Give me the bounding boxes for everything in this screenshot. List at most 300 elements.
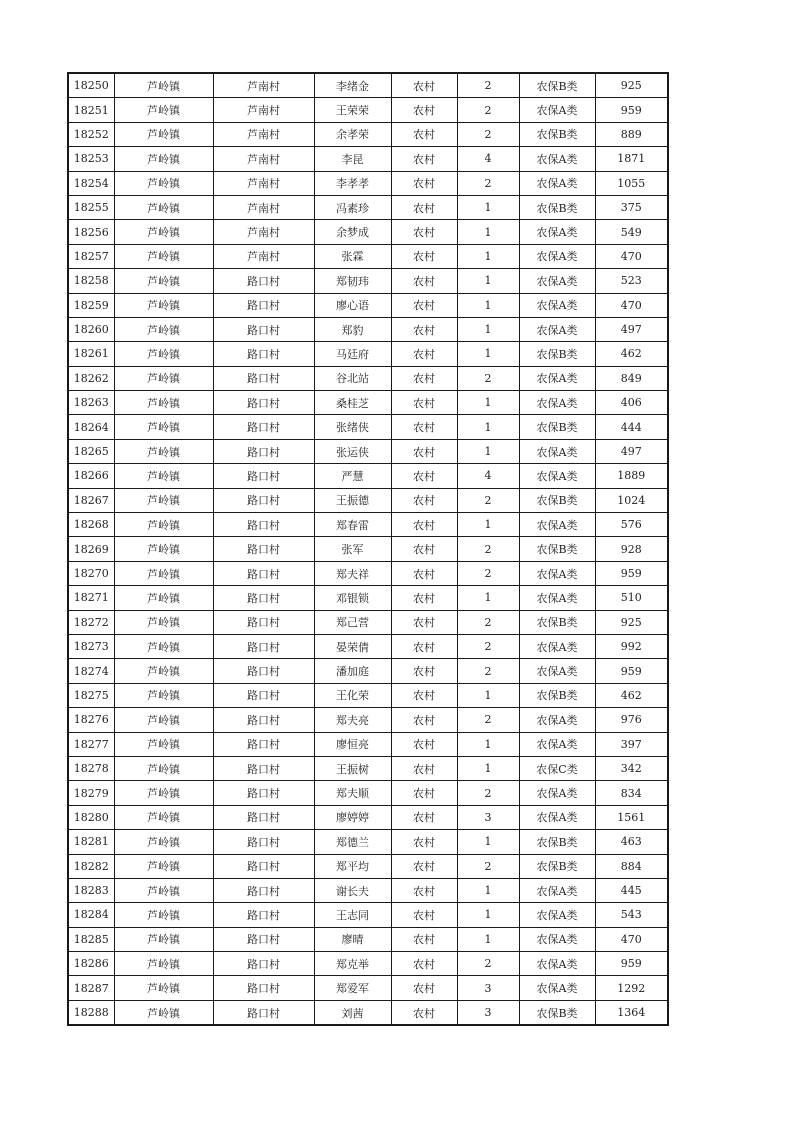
- insurance-class-cell: 农保A类: [519, 391, 595, 415]
- town-cell: 芦岭镇: [114, 903, 213, 927]
- household-size-cell: 4: [457, 464, 519, 488]
- town-cell: 芦岭镇: [114, 683, 213, 707]
- amount-cell: 1024: [595, 488, 668, 512]
- household-size-cell: 2: [457, 171, 519, 195]
- amount-cell: 375: [595, 195, 668, 219]
- insurance-class-cell: 农保B类: [519, 610, 595, 634]
- village-cell: 路口村: [213, 781, 314, 805]
- insurance-class-cell: 农保B类: [519, 73, 595, 98]
- town-cell: 芦岭镇: [114, 805, 213, 829]
- name-cell: 郑春雷: [314, 513, 391, 537]
- row-id-cell: 18275: [68, 683, 114, 707]
- insurance-class-cell: 农保A类: [519, 781, 595, 805]
- name-cell: 严慧: [314, 464, 391, 488]
- household-size-cell: 2: [457, 122, 519, 146]
- area-type-cell: 农村: [391, 220, 457, 244]
- name-cell: 李孝孝: [314, 171, 391, 195]
- town-cell: 芦岭镇: [114, 1000, 213, 1025]
- insurance-class-cell: 农保A类: [519, 708, 595, 732]
- area-type-cell: 农村: [391, 98, 457, 122]
- amount-cell: 1561: [595, 805, 668, 829]
- area-type-cell: 农村: [391, 122, 457, 146]
- town-cell: 芦岭镇: [114, 342, 213, 366]
- insurance-class-cell: 农保A类: [519, 366, 595, 390]
- table-row: [68, 513, 668, 537]
- town-cell: 芦岭镇: [114, 952, 213, 976]
- town-cell: 芦岭镇: [114, 878, 213, 902]
- amount-cell: 925: [595, 610, 668, 634]
- area-type-cell: 农村: [391, 439, 457, 463]
- table-row: [68, 342, 668, 366]
- row-id-cell: 18273: [68, 634, 114, 658]
- area-type-cell: 农村: [391, 732, 457, 756]
- name-cell: 余孝荣: [314, 122, 391, 146]
- insurance-class-cell: 农保A类: [519, 634, 595, 658]
- amount-cell: 462: [595, 683, 668, 707]
- name-cell: 王振树: [314, 756, 391, 780]
- table-row: [68, 854, 668, 878]
- village-cell: 路口村: [213, 830, 314, 854]
- area-type-cell: 农村: [391, 878, 457, 902]
- table-row: [68, 366, 668, 390]
- amount-cell: 1292: [595, 976, 668, 1000]
- household-size-cell: 2: [457, 854, 519, 878]
- row-id-cell: 18279: [68, 781, 114, 805]
- town-cell: 芦岭镇: [114, 610, 213, 634]
- amount-cell: 925: [595, 73, 668, 98]
- town-cell: 芦岭镇: [114, 756, 213, 780]
- village-cell: 芦南村: [213, 122, 314, 146]
- amount-cell: 1871: [595, 147, 668, 171]
- area-type-cell: 农村: [391, 195, 457, 219]
- row-id-cell: 18268: [68, 513, 114, 537]
- village-cell: 路口村: [213, 634, 314, 658]
- name-cell: 张运侠: [314, 439, 391, 463]
- village-cell: 芦南村: [213, 244, 314, 268]
- name-cell: 李昆: [314, 147, 391, 171]
- insurance-class-cell: 农保A类: [519, 586, 595, 610]
- village-cell: 路口村: [213, 317, 314, 341]
- name-cell: 郑韧玮: [314, 269, 391, 293]
- name-cell: 谢长夫: [314, 878, 391, 902]
- area-type-cell: 农村: [391, 269, 457, 293]
- name-cell: 张霖: [314, 244, 391, 268]
- area-type-cell: 农村: [391, 244, 457, 268]
- row-id-cell: 18259: [68, 293, 114, 317]
- insurance-class-cell: 农保A类: [519, 513, 595, 537]
- name-cell: 廖心语: [314, 293, 391, 317]
- name-cell: 王荣荣: [314, 98, 391, 122]
- area-type-cell: 农村: [391, 464, 457, 488]
- town-cell: 芦岭镇: [114, 537, 213, 561]
- amount-cell: 342: [595, 756, 668, 780]
- insurance-class-cell: 农保B类: [519, 1000, 595, 1025]
- row-id-cell: 18283: [68, 878, 114, 902]
- household-size-cell: 1: [457, 244, 519, 268]
- insurance-class-cell: 农保A类: [519, 269, 595, 293]
- insurance-class-cell: 农保A类: [519, 561, 595, 585]
- amount-cell: 1889: [595, 464, 668, 488]
- household-size-cell: 1: [457, 439, 519, 463]
- row-id-cell: 18287: [68, 976, 114, 1000]
- area-type-cell: 农村: [391, 488, 457, 512]
- name-cell: 马廷府: [314, 342, 391, 366]
- household-size-cell: 3: [457, 976, 519, 1000]
- row-id-cell: 18260: [68, 317, 114, 341]
- table-row: [68, 781, 668, 805]
- village-cell: 路口村: [213, 391, 314, 415]
- amount-cell: 510: [595, 586, 668, 610]
- village-cell: 芦南村: [213, 73, 314, 98]
- town-cell: 芦岭镇: [114, 171, 213, 195]
- row-id-cell: 18280: [68, 805, 114, 829]
- town-cell: 芦岭镇: [114, 244, 213, 268]
- table-row: [68, 952, 668, 976]
- household-size-cell: 3: [457, 805, 519, 829]
- name-cell: 谷北站: [314, 366, 391, 390]
- amount-cell: 849: [595, 366, 668, 390]
- town-cell: 芦岭镇: [114, 366, 213, 390]
- row-id-cell: 18269: [68, 537, 114, 561]
- town-cell: 芦岭镇: [114, 488, 213, 512]
- village-cell: 路口村: [213, 269, 314, 293]
- table-row: [68, 293, 668, 317]
- town-cell: 芦岭镇: [114, 464, 213, 488]
- village-cell: 路口村: [213, 366, 314, 390]
- row-id-cell: 18276: [68, 708, 114, 732]
- amount-cell: 463: [595, 830, 668, 854]
- table-row: [68, 220, 668, 244]
- insurance-class-cell: 农保A类: [519, 952, 595, 976]
- insurance-class-cell: 农保A类: [519, 878, 595, 902]
- table-row: [68, 903, 668, 927]
- name-cell: 郑夫祥: [314, 561, 391, 585]
- household-size-cell: 1: [457, 732, 519, 756]
- town-cell: 芦岭镇: [114, 927, 213, 951]
- area-type-cell: 农村: [391, 952, 457, 976]
- row-id-cell: 18263: [68, 391, 114, 415]
- town-cell: 芦岭镇: [114, 415, 213, 439]
- insurance-class-cell: 农保A类: [519, 805, 595, 829]
- row-id-cell: 18250: [68, 73, 114, 98]
- village-cell: 路口村: [213, 927, 314, 951]
- village-cell: 路口村: [213, 293, 314, 317]
- household-size-cell: 1: [457, 220, 519, 244]
- name-cell: 李绪金: [314, 73, 391, 98]
- row-id-cell: 18278: [68, 756, 114, 780]
- area-type-cell: 农村: [391, 342, 457, 366]
- insurance-class-cell: 农保A类: [519, 732, 595, 756]
- household-size-cell: 4: [457, 147, 519, 171]
- table-row: [68, 659, 668, 683]
- amount-cell: 884: [595, 854, 668, 878]
- village-cell: 路口村: [213, 976, 314, 1000]
- household-size-cell: 2: [457, 488, 519, 512]
- area-type-cell: 农村: [391, 781, 457, 805]
- village-cell: 路口村: [213, 659, 314, 683]
- insurance-class-cell: 农保A类: [519, 244, 595, 268]
- town-cell: 芦岭镇: [114, 781, 213, 805]
- name-cell: 郑爱军: [314, 976, 391, 1000]
- area-type-cell: 农村: [391, 854, 457, 878]
- name-cell: 郑夫亮: [314, 708, 391, 732]
- household-size-cell: 1: [457, 391, 519, 415]
- town-cell: 芦岭镇: [114, 659, 213, 683]
- village-cell: 路口村: [213, 586, 314, 610]
- table-row: [68, 73, 668, 98]
- area-type-cell: 农村: [391, 634, 457, 658]
- table-row: [68, 317, 668, 341]
- insurance-class-cell: 农保A类: [519, 976, 595, 1000]
- table-body: [68, 73, 668, 1025]
- row-id-cell: 18288: [68, 1000, 114, 1025]
- area-type-cell: 农村: [391, 171, 457, 195]
- row-id-cell: 18284: [68, 903, 114, 927]
- village-cell: 路口村: [213, 756, 314, 780]
- table-row: [68, 464, 668, 488]
- insurance-class-cell: 农保B类: [519, 683, 595, 707]
- amount-cell: 959: [595, 659, 668, 683]
- town-cell: 芦岭镇: [114, 220, 213, 244]
- table-row: [68, 147, 668, 171]
- table-row: [68, 927, 668, 951]
- insurance-class-cell: 农保A类: [519, 171, 595, 195]
- household-size-cell: 1: [457, 293, 519, 317]
- insurance-class-cell: 农保A类: [519, 903, 595, 927]
- table-row: [68, 878, 668, 902]
- table-row: [68, 976, 668, 1000]
- row-id-cell: 18270: [68, 561, 114, 585]
- insurance-class-cell: 农保A类: [519, 317, 595, 341]
- town-cell: 芦岭镇: [114, 195, 213, 219]
- amount-cell: 470: [595, 244, 668, 268]
- row-id-cell: 18266: [68, 464, 114, 488]
- name-cell: 张绪侠: [314, 415, 391, 439]
- amount-cell: 444: [595, 415, 668, 439]
- table-row: [68, 610, 668, 634]
- area-type-cell: 农村: [391, 513, 457, 537]
- name-cell: 邓银锁: [314, 586, 391, 610]
- insurance-class-cell: 农保A类: [519, 220, 595, 244]
- household-size-cell: 2: [457, 610, 519, 634]
- area-type-cell: 农村: [391, 610, 457, 634]
- area-type-cell: 农村: [391, 708, 457, 732]
- village-cell: 路口村: [213, 610, 314, 634]
- household-size-cell: 1: [457, 903, 519, 927]
- amount-cell: 549: [595, 220, 668, 244]
- row-id-cell: 18254: [68, 171, 114, 195]
- household-size-cell: 2: [457, 98, 519, 122]
- household-size-cell: 2: [457, 659, 519, 683]
- village-cell: 路口村: [213, 854, 314, 878]
- table-row: [68, 122, 668, 146]
- household-size-cell: 3: [457, 1000, 519, 1025]
- town-cell: 芦岭镇: [114, 830, 213, 854]
- insurance-class-cell: 农保B类: [519, 415, 595, 439]
- table-row: [68, 537, 668, 561]
- town-cell: 芦岭镇: [114, 317, 213, 341]
- insurance-class-cell: 农保B类: [519, 488, 595, 512]
- row-id-cell: 18267: [68, 488, 114, 512]
- name-cell: 潘加庭: [314, 659, 391, 683]
- row-id-cell: 18256: [68, 220, 114, 244]
- area-type-cell: 农村: [391, 805, 457, 829]
- name-cell: 郑己营: [314, 610, 391, 634]
- name-cell: 郑豹: [314, 317, 391, 341]
- village-cell: 芦南村: [213, 171, 314, 195]
- name-cell: 桑桂芝: [314, 391, 391, 415]
- amount-cell: 976: [595, 708, 668, 732]
- household-size-cell: 2: [457, 781, 519, 805]
- town-cell: 芦岭镇: [114, 147, 213, 171]
- town-cell: 芦岭镇: [114, 513, 213, 537]
- village-cell: 路口村: [213, 488, 314, 512]
- village-cell: 路口村: [213, 732, 314, 756]
- amount-cell: 928: [595, 537, 668, 561]
- insurance-class-cell: 农保A类: [519, 293, 595, 317]
- table-row: [68, 1000, 668, 1025]
- row-id-cell: 18277: [68, 732, 114, 756]
- insurance-class-cell: 农保A类: [519, 147, 595, 171]
- area-type-cell: 农村: [391, 391, 457, 415]
- village-cell: 路口村: [213, 561, 314, 585]
- insurance-class-cell: 农保A类: [519, 98, 595, 122]
- table-row: [68, 171, 668, 195]
- amount-cell: 470: [595, 927, 668, 951]
- amount-cell: 1055: [595, 171, 668, 195]
- town-cell: 芦岭镇: [114, 854, 213, 878]
- town-cell: 芦岭镇: [114, 122, 213, 146]
- data-table: [67, 72, 669, 1026]
- village-cell: 路口村: [213, 1000, 314, 1025]
- area-type-cell: 农村: [391, 756, 457, 780]
- amount-cell: 445: [595, 878, 668, 902]
- row-id-cell: 18253: [68, 147, 114, 171]
- amount-cell: 959: [595, 561, 668, 585]
- name-cell: 郑平均: [314, 854, 391, 878]
- table-row: [68, 391, 668, 415]
- name-cell: 余梦成: [314, 220, 391, 244]
- amount-cell: 959: [595, 98, 668, 122]
- household-size-cell: 1: [457, 683, 519, 707]
- amount-cell: 462: [595, 342, 668, 366]
- village-cell: 路口村: [213, 805, 314, 829]
- village-cell: 路口村: [213, 903, 314, 927]
- town-cell: 芦岭镇: [114, 708, 213, 732]
- area-type-cell: 农村: [391, 976, 457, 1000]
- area-type-cell: 农村: [391, 73, 457, 98]
- amount-cell: 576: [595, 513, 668, 537]
- name-cell: 冯素珍: [314, 195, 391, 219]
- village-cell: 芦南村: [213, 195, 314, 219]
- town-cell: 芦岭镇: [114, 391, 213, 415]
- area-type-cell: 农村: [391, 586, 457, 610]
- name-cell: 廖婷婷: [314, 805, 391, 829]
- amount-cell: 959: [595, 952, 668, 976]
- table-row: [68, 756, 668, 780]
- table-row: [68, 439, 668, 463]
- town-cell: 芦岭镇: [114, 293, 213, 317]
- household-size-cell: 1: [457, 269, 519, 293]
- insurance-class-cell: 农保B类: [519, 195, 595, 219]
- village-cell: 路口村: [213, 537, 314, 561]
- insurance-class-cell: 农保B类: [519, 830, 595, 854]
- village-cell: 路口村: [213, 464, 314, 488]
- village-cell: 芦南村: [213, 220, 314, 244]
- row-id-cell: 18251: [68, 98, 114, 122]
- name-cell: 晏荣倩: [314, 634, 391, 658]
- household-size-cell: 1: [457, 878, 519, 902]
- area-type-cell: 农村: [391, 659, 457, 683]
- row-id-cell: 18285: [68, 927, 114, 951]
- insurance-class-cell: 农保B类: [519, 122, 595, 146]
- amount-cell: 1364: [595, 1000, 668, 1025]
- table-row: [68, 488, 668, 512]
- insurance-class-cell: 农保A类: [519, 659, 595, 683]
- town-cell: 芦岭镇: [114, 586, 213, 610]
- amount-cell: 889: [595, 122, 668, 146]
- row-id-cell: 18255: [68, 195, 114, 219]
- area-type-cell: 农村: [391, 415, 457, 439]
- name-cell: 郑德兰: [314, 830, 391, 854]
- table-row: [68, 415, 668, 439]
- area-type-cell: 农村: [391, 1000, 457, 1025]
- row-id-cell: 18264: [68, 415, 114, 439]
- name-cell: 郑夫顺: [314, 781, 391, 805]
- row-id-cell: 18272: [68, 610, 114, 634]
- area-type-cell: 农村: [391, 317, 457, 341]
- insurance-class-cell: 农保B类: [519, 537, 595, 561]
- village-cell: 路口村: [213, 683, 314, 707]
- table-row: [68, 561, 668, 585]
- household-size-cell: 1: [457, 830, 519, 854]
- town-cell: 芦岭镇: [114, 439, 213, 463]
- household-size-cell: 1: [457, 927, 519, 951]
- household-size-cell: 2: [457, 634, 519, 658]
- name-cell: 王振德: [314, 488, 391, 512]
- household-size-cell: 1: [457, 415, 519, 439]
- household-size-cell: 2: [457, 708, 519, 732]
- name-cell: 刘茜: [314, 1000, 391, 1025]
- village-cell: 路口村: [213, 708, 314, 732]
- village-cell: 路口村: [213, 878, 314, 902]
- household-size-cell: 1: [457, 317, 519, 341]
- table-row: [68, 732, 668, 756]
- table-row: [68, 830, 668, 854]
- table-row: [68, 244, 668, 268]
- village-cell: 路口村: [213, 415, 314, 439]
- amount-cell: 497: [595, 317, 668, 341]
- table-row: [68, 195, 668, 219]
- area-type-cell: 农村: [391, 927, 457, 951]
- area-type-cell: 农村: [391, 683, 457, 707]
- amount-cell: 406: [595, 391, 668, 415]
- area-type-cell: 农村: [391, 366, 457, 390]
- area-type-cell: 农村: [391, 903, 457, 927]
- household-size-cell: 2: [457, 561, 519, 585]
- insurance-class-cell: 农保B类: [519, 854, 595, 878]
- insurance-class-cell: 农保B类: [519, 342, 595, 366]
- village-cell: 路口村: [213, 439, 314, 463]
- row-id-cell: 18265: [68, 439, 114, 463]
- amount-cell: 992: [595, 634, 668, 658]
- amount-cell: 397: [595, 732, 668, 756]
- amount-cell: 834: [595, 781, 668, 805]
- row-id-cell: 18252: [68, 122, 114, 146]
- town-cell: 芦岭镇: [114, 73, 213, 98]
- town-cell: 芦岭镇: [114, 976, 213, 1000]
- household-size-cell: 2: [457, 73, 519, 98]
